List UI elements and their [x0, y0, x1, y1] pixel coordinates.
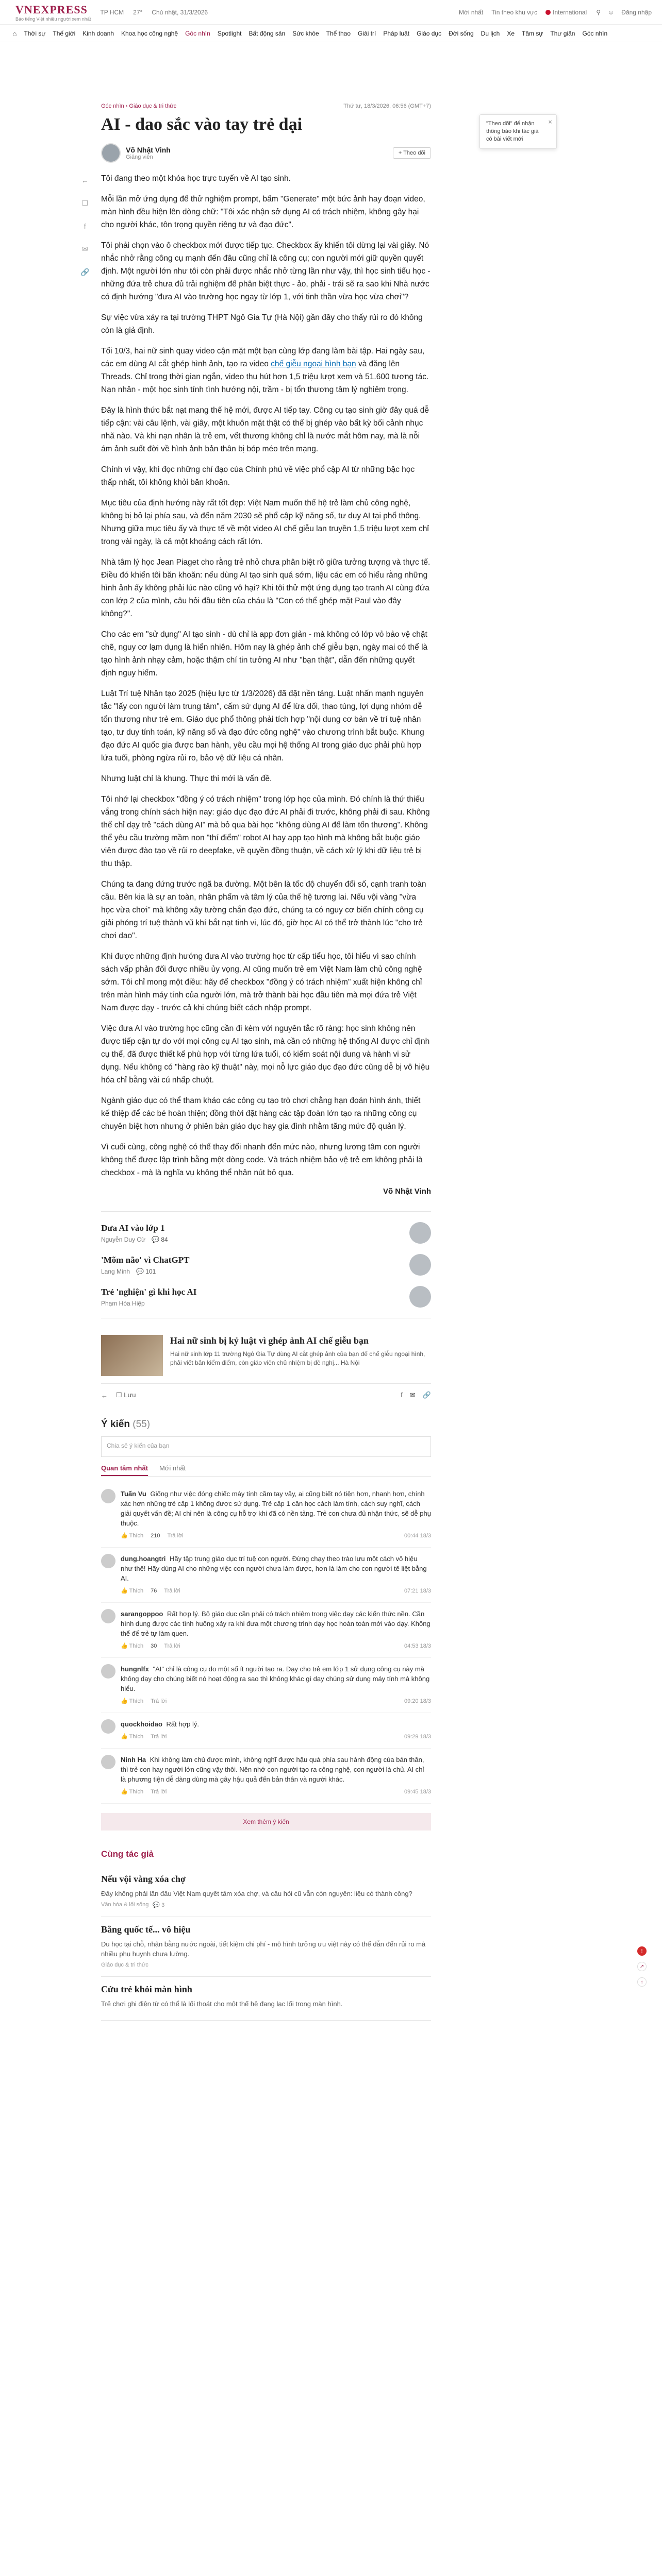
share-float-icon[interactable]: ↗ — [637, 1962, 647, 1971]
feature-article[interactable] — [101, 1328, 431, 1384]
nav-item[interactable]: Thể thao — [326, 29, 351, 37]
comment — [101, 1548, 431, 1603]
reply-button[interactable]: Trả lời — [164, 1588, 180, 1594]
scroll-top-icon[interactable]: ↑ — [637, 1977, 647, 1987]
author-name[interactable]: Võ Nhật Vinh — [126, 146, 171, 154]
like-count[interactable]: 30 — [151, 1643, 157, 1649]
nav-item[interactable]: Bất động sản — [249, 29, 286, 37]
facebook-icon[interactable]: f — [84, 222, 86, 230]
nav-item[interactable]: Tâm sự — [522, 29, 543, 37]
comment-text: Giống như việc đóng chiếc máy tính cầm tay vậy, ai cũng biết nó tiện hơn, nhanh hơn, chính xác hơn những trẻ cấp 1 không được sử dụng. Trẻ cấp 1 cần học cách làm tính, cách suy nghĩ, cách giải quyết vấn đề; AI chỉ nên là công cụ hỗ trợ khi đã có nền tảng. Trẻ con chưa đủ nhận thức, sẽ dễ phụ thuộc. — [121, 1490, 431, 1527]
article-paragraph: Đây là hình thức bắt nạt mang thế hệ mới, được AI tiếp tay. Công cụ tạo sinh giờ đây quá dễ tiếp cận: vài câu lệnh, vài giây, một khuôn mặt thật có thể bị ghép vào bất kỳ bối cảnh nhục nhã nào. Và khi nạn nhân là trẻ em, vết thương không chỉ là nước mắt hôm nay, mà là nỗi ám ảnh suốt đời về hình ảnh bản thân bị bóp méo trên mạng. — [101, 406, 429, 453]
floating-buttons — [637, 1946, 647, 1987]
comment-author[interactable]: quockhoidao — [121, 1720, 162, 1728]
site-logo[interactable] — [15, 3, 91, 22]
main-nav — [0, 25, 662, 42]
action-bar — [101, 1391, 431, 1399]
comment-list — [101, 1483, 431, 1804]
author-role: Giảng viên — [126, 154, 153, 160]
nav-item[interactable]: Đời sống — [449, 29, 474, 37]
comment-text: Khi không làm chủ được mình, không nghĩ được hậu quả phía sau hành động của bản thân, thì trẻ con hay người lớn cũng vậy thôi. Nên nhớ con người tạo ra công nghệ, con người là chủ. AI chỉ là phương tiện dễ dàng dùng mà gây hậu quả đến bản thân và người khác. — [121, 1756, 424, 1783]
comment-author[interactable]: hungnlfx — [121, 1665, 149, 1673]
article-paragraph: Khi được những định hướng đưa AI vào trường học từ cấp tiểu học, tôi hiểu vì sao chính sách vấp phản đối được nhiều ủy vọng. AI cũng muốn trẻ em Việt Nam làm chủ công nghệ sớm. Tôi chỉ mong một điều: hãy để checkbox "đồng ý có trách nhiệm" xuất hiện không chỉ trên màn hình máy tính của người lớn, mà trở thành bài học đầu tiên mà mọi đứa trẻ Việt Nam được dạy - trước cả khi chúng biết cách nhập prompt. — [101, 952, 422, 1012]
avatar[interactable] — [101, 1755, 115, 1769]
save-button[interactable]: ☐ Lưu — [116, 1391, 136, 1399]
same-author-header: Cùng tác giả — [101, 1849, 154, 1859]
article-paragraph: Cho các em "sử dụng" AI tạo sinh - dù chỉ là app đơn giản - mà không có lớp vỏ bảo vệ chặt chẽ, nguy cơ lạm dụng là hiển nhiên. Hôm nay là ghép ảnh chế giễu bạn, ngày mai có thể là tạo hình ảnh nhạy cảm, hoặc thậm chí tin tưởng AI như "bạn thật", dẫn đến những quyết định nguy hiểm. — [101, 630, 428, 677]
comment — [101, 1713, 431, 1749]
logo-tagline: Báo tiếng Việt nhiều người xem nhất — [15, 16, 91, 22]
nav-item[interactable]: Góc nhìn — [185, 29, 210, 37]
related-author[interactable]: Nguyễn Duy Cừ — [101, 1236, 146, 1243]
article-paragraph: Luật Trí tuệ Nhân tạo 2025 (hiệu lực từ 1/3/2026) đã đặt nền tảng. Luật nhấn mạnh nguyên tắc "lấy con người làm trung tâm", cấm sử dụng AI để lừa dối, thao túng, lợi dụng nhóm dễ tổn thương như trẻ em. Giáo dục phổ thông phải tích hợp "nội dung cơ bản về trí tuệ nhân tạo, tư duy tính toán, kỹ năng số và đạo đức công nghệ" vào chương trình bắt buộc. Khung đạo đức AI quốc gia được ban hành, yêu cầu mọi hệ thống AI trong giáo dục phải phù hợp lứa tuổi, phòng ngừa rủi ro, bảo vệ dữ liệu cá nhân. — [101, 689, 424, 762]
like-button[interactable]: 👍 Thích — [121, 1698, 144, 1704]
article-paragraph: Việc đưa AI vào trường học cũng cần đi kèm với nguyên tắc rõ ràng: học sinh không nên được tiếp cận tự do với mọi công cụ AI tạo sinh, mà cần có những hệ thống AI được chỉ định cụ thể, đã được thiết kế phù hợp với từng lứa tuổi, có kiểm soát nội dung và hành vi sử dụng. Nếu không có "hàng rào kỹ thuật" này, mọi nỗ lực giáo dục đạo đức cũng dễ bị vô hiệu hóa chỉ bằng vài cú nhấp chuột. — [101, 1024, 430, 1084]
article-paragraph: Nhà tâm lý học Jean Piaget cho rằng trẻ nhỏ chưa phân biệt rõ giữa tưởng tượng và thực tế. Điều đó khiến tôi băn khoăn: nếu dùng AI tạo sinh quá sớm, liệu các em có hiểu rằng những hình ảnh ấy không phải lúc nào cũng vô hại? Khi tôi thử một ứng dụng tạo tranh AI cùng đứa con lớp 2 của mình, câu hỏi đầu tiên của cháu là "Con có thể ghép mặt Paul vào đây không?". — [101, 558, 431, 618]
article-paragraph: Vì cuối cùng, công nghệ có thể thay đổi nhanh đến mức nào, nhưng lương tâm con người không thể được lập trình bằng một dòng code. Và trách nhiệm bảo vệ trẻ em không phải là checkbox - mà là nghĩa vụ không thể nhân nút bỏ qua. — [101, 1143, 423, 1177]
related-item[interactable] — [101, 1281, 431, 1313]
avatar[interactable] — [101, 1719, 115, 1734]
signature: Võ Nhật Vinh — [383, 1187, 431, 1196]
nav-item[interactable]: Sức khỏe — [292, 29, 319, 37]
avatar[interactable] — [409, 1286, 431, 1308]
notification-icon[interactable]: ! — [637, 1946, 647, 1956]
feature-image[interactable] — [101, 1335, 163, 1376]
link-icon[interactable]: 🔗 — [80, 268, 90, 276]
feature-desc: Hai nữ sinh lớp 11 trường Ngô Gia Tự dùng AI cắt ghép ảnh của bạn để chế giễu ngoại hình, phải viết bản kiểm điểm, còn giáo viên chủ nhiệm bị đề nghị... Hà Nội — [170, 1350, 425, 1366]
like-button[interactable]: 👍 Thích — [121, 1643, 144, 1649]
home-icon[interactable]: ⌂ — [12, 29, 17, 38]
logo-text: VNEXPRESS — [15, 3, 88, 16]
comment-tab[interactable]: Mới nhất — [159, 1464, 186, 1472]
comment-text: Rất hợp lý. Bộ giáo dục cần phải có trách nhiệm trong việc dạy các kiến thức nền. Cần hình dung được các tình huống xảy ra khi đưa một chương trình dạy học hoàn toàn mới vào dạy. Không thể để trẻ tự làm quen. — [121, 1610, 431, 1637]
same-author-category[interactable]: Giáo dục & tri thức — [101, 1962, 148, 1968]
article-paragraph: Ngành giáo dục có thể tham khảo các công cụ tạo trò chơi chằng hạn đoán hình ảnh, thiết kế thiệp để các bé hoàn thiện; đồng thời đặt hàng các tập đoàn lớn tạo ra những công cụ chuyên biệt hơn nhưng ở phiên bản giáo dục hay gia đình nhằm tăng mức độ quản lý. — [101, 1096, 421, 1131]
inline-link[interactable]: chế giễu ngoại hình bạn — [271, 360, 356, 368]
same-author-title[interactable]: Cửu trẻ khỏi màn hình — [101, 1984, 192, 1994]
reply-button[interactable]: Trả lời — [151, 1789, 167, 1795]
comment — [101, 1658, 431, 1713]
comment-tab[interactable]: Quan tâm nhất — [101, 1464, 148, 1476]
article-paragraph: Tôi nhớ lại checkbox "đồng ý có trách nhiệm" trong lớp học của mình. Đó chính là thứ thiếu vắng trong chính sách hiện nay: giáo dục đạo đức AI phải đi trước, không phải đi sau. Không thể chỉ dạy trẻ "cách dùng AI" mà bỏ qua bài học "không dùng AI để làm tổn thương". Không thể yêu cầu trường mầm non "thí điểm" robot AI hay app tạo hình mà không bắt buộc giáo viên được đào tạo về rủi ro deepfake, về quyền đồng thuận, về cách xử lý khi dữ liệu trẻ bị thu thập. — [101, 795, 430, 868]
article-paragraph: Chúng ta đang đứng trước ngã ba đường. Một bên là tốc độ chuyển đổi số, cạnh tranh toàn cầu. Bên kia là sự an toàn, nhân phẩm và tâm lý của thế hệ tương lai. Nếu vội vàng "vừa học vừa chơi" mà không xây tường chắn đạo đức, chúng ta có nguy cơ biến chính công cụ giải phóng trí tuệ thành vũ khí bắt nạt tinh vi, lúc đó, giờ học AI có thể trở thành lúc "cho trẻ chơi dao". — [101, 880, 426, 940]
related-title[interactable]: Trẻ 'nghiện' gì khi học AI — [101, 1287, 197, 1297]
globe-icon — [545, 10, 551, 15]
related-item[interactable] — [101, 1249, 431, 1281]
article — [101, 103, 431, 2021]
comment-time: 07:21 18/3 — [404, 1588, 431, 1594]
follow-button[interactable]: + Theo dõi — [393, 147, 431, 159]
more-comments-button[interactable]: Xem thêm ý kiến — [101, 1813, 431, 1831]
article-paragraph: Nhưng luật chỉ là khung. Thực thi mới là vấn đề. — [101, 774, 272, 783]
comment-count[interactable]: 💬 84 — [152, 1236, 168, 1243]
like-button[interactable]: 👍 Thích — [121, 1588, 144, 1594]
avatar[interactable] — [101, 1664, 115, 1679]
like-count[interactable]: 76 — [151, 1588, 157, 1594]
like-button[interactable]: 👍 Thích — [121, 1789, 144, 1795]
comments-header: Ý kiến (55) — [101, 1419, 151, 1430]
related-title[interactable]: Đưa AI vào lớp 1 — [101, 1223, 165, 1233]
international-link[interactable]: International — [545, 9, 587, 16]
comment-input[interactable]: Chia sẻ ý kiến của bạn — [101, 1436, 431, 1457]
same-author-desc: Du học tại chỗ, nhận bằng nước ngoài, tiết kiệm chi phí - mô hình tưởng ưu việt này có thể dẫn đến rủi ro mà nhiều phụ huynh chưa lường. — [101, 1940, 426, 1958]
comment-author[interactable]: Ninh Ha — [121, 1756, 146, 1764]
temperature: 27° — [133, 8, 143, 16]
nav-item[interactable]: Kinh doanh — [82, 29, 114, 37]
reply-button[interactable]: Trả lời — [167, 1533, 184, 1539]
like-button[interactable]: 👍 Thích — [121, 1734, 144, 1740]
nav-item[interactable]: Spotlight — [217, 29, 242, 37]
comment-count[interactable]: 💬 3 — [153, 1902, 165, 1908]
same-author-desc: Đây không phải lần đầu Việt Nam quyết tâm xóa chợ, và câu hỏi cũ vẫn còn nguyên: liệu có thành công? — [101, 1890, 412, 1897]
nav-item[interactable]: Thư giãn — [550, 29, 575, 37]
comment-text: Rất hợp lý. — [166, 1720, 199, 1728]
nav-item[interactable]: Pháp luật — [383, 29, 410, 37]
comment-time: 09:20 18/3 — [404, 1698, 431, 1704]
back-arrow-icon[interactable]: ← — [101, 1391, 108, 1399]
login-button[interactable]: Đăng nhập — [621, 8, 652, 16]
avatar[interactable] — [409, 1222, 431, 1244]
nav-item[interactable]: Khoa học công nghệ — [121, 29, 178, 37]
article-paragraph: Mỗi lần mở ứng dụng để thử nghiệm prompt, bấm "Generate" một bức ảnh hay đoạn video, màn hình đều hiện lên dòng chữ: "Tôi xác nhận sở dụng AI có trách nhiệm, không gây hại cho người khác, tôn trọng quyền riêng tư và đạo đức". — [101, 195, 425, 229]
nav-item[interactable]: Thế giới — [53, 29, 76, 37]
like-count[interactable]: 210 — [151, 1533, 160, 1539]
breadcrumb[interactable]: Góc nhìn › Giáo dục & tri thức — [101, 103, 177, 109]
reply-button[interactable]: Trả lời — [164, 1643, 180, 1649]
reply-button[interactable]: Trả lời — [151, 1734, 167, 1740]
email-icon[interactable]: ✉ — [81, 245, 88, 253]
comment-time: 04:53 18/3 — [404, 1643, 431, 1649]
comment — [101, 1483, 431, 1548]
copy-link-icon[interactable]: 🔗 — [422, 1391, 431, 1399]
same-author-item[interactable] — [101, 1867, 431, 1917]
same-author-title[interactable]: Bằng quốc tế... vô hiệu — [101, 1924, 191, 1935]
article-paragraph: Sự việc vừa xảy ra tại trường THPT Ngô Gia Tự (Hà Nội) gần đây cho thấy rủi ro đó không còn là giả định. — [101, 313, 423, 335]
comment-text: Hãy tập trung giáo dục trí tuệ con người. Đừng chạy theo trào lưu một cách vô hiệu như thế! Hãy dùng AI cho những việc con người chưa làm được, hơn là làm cho con người tê liệt bằng AI. — [121, 1555, 427, 1582]
nav-item[interactable]: Du lịch — [481, 29, 500, 37]
save-icon[interactable]: ☐ — [81, 199, 88, 207]
comment-author[interactable]: Tuấn Vu — [121, 1490, 146, 1498]
related-author[interactable]: Phạm Hòa Hiệp — [101, 1300, 145, 1307]
like-button[interactable]: 👍 Thích — [121, 1533, 144, 1539]
comment — [101, 1603, 431, 1658]
nav-item[interactable]: Xe — [507, 29, 515, 37]
article-paragraph: Mục tiêu của định hướng này rất tốt đẹp: Việt Nam muốn thế hệ trẻ làm chủ công nghệ, không bị bỏ lại phía sau, và đến năm 2030 sẽ phổ cập kỹ năng số, tư duy AI tại phổ thông. Nhưng giữa mục tiêu ấy và thực tế về một video AI chế giễu lan truyền 1,5 triệu lượt xem chỉ trong vài ngày, là cả một khoảng cách rất lớn. — [101, 499, 429, 546]
comment — [101, 1749, 431, 1804]
user-icon: ☺ — [608, 8, 615, 16]
nav-item[interactable]: Giải trí — [358, 29, 376, 37]
article-timestamp: Thứ tư, 18/3/2026, 06:56 (GMT+7) — [343, 103, 431, 109]
close-icon[interactable]: × — [548, 118, 552, 126]
comment-author[interactable]: dung.hoangtri — [121, 1555, 166, 1563]
avatar[interactable] — [101, 1609, 115, 1623]
related-articles — [101, 1211, 431, 1318]
same-author-item[interactable] — [101, 1977, 431, 2021]
avatar[interactable] — [409, 1254, 431, 1276]
top-bar — [0, 0, 662, 25]
article-paragraph: Tôi đang theo một khóa học trực tuyến về AI tạo sinh. — [101, 174, 291, 183]
article-paragraph: Chính vì vậy, khi đọc những chỉ đạo của Chính phủ về việc phổ cập AI từ những bậc học thấp nhất, tôi không khỏi băn khoăn. — [101, 465, 415, 487]
article-paragraph: Tối 10/3, hai nữ sinh quay video cận mặt một bạn cùng lớp đang làm bài tập. Hai ngày sau, các em dùng AI cắt ghép hình ảnh, tạo ra video chế giễu ngoại hình bạn và đăng lên Threads. Chỉ trong thời gian ngắn, video thu hút hơn 1,5 triệu lượt xem và 51.600 tương tác. Nạn nhân - một học sinh tính tình hướng nội, trầm - bị tổn thương tâm lý nghiêm trọng. — [101, 347, 429, 394]
nav-item[interactable]: Giáo dục — [417, 29, 442, 37]
share-sidebar — [80, 176, 89, 277]
same-author-title[interactable]: Nếu vội vàng xóa chợ — [101, 1874, 186, 1884]
comment-count[interactable]: 💬 101 — [136, 1268, 156, 1275]
email-share-icon[interactable]: ✉ — [409, 1391, 416, 1399]
comment-text: "AI" chỉ là công cụ do một số ít người tạo ra. Dạy cho trẻ em lớp 1 sử dụng công cụ này mà không dạy cho chúng biết nó hoạt động ra sao thì không khác gì dạy chúng sử dụng máy tính mà không hiểu. — [121, 1665, 430, 1692]
page-title: AI - dao sắc vào tay trẻ dại — [101, 115, 303, 134]
facebook-share-icon[interactable]: f — [401, 1391, 403, 1399]
latest-link[interactable]: Mới nhất — [458, 8, 484, 16]
nav-item[interactable]: Góc nhìn — [582, 29, 608, 37]
related-item[interactable] — [101, 1217, 431, 1249]
nav-item[interactable]: Thời sự — [24, 29, 46, 37]
avatar[interactable] — [101, 1554, 115, 1568]
comment-tabs — [101, 1464, 431, 1477]
date: Chủ nhật, 31/3/2026 — [152, 8, 208, 16]
region-news-link[interactable]: Tin theo khu vực — [491, 8, 538, 16]
comment-time: 00:44 18/3 — [404, 1533, 431, 1539]
location[interactable]: TP HCM — [100, 8, 124, 16]
same-author-list — [101, 1867, 431, 2021]
related-author[interactable]: Lang Minh — [101, 1268, 130, 1275]
same-author-item[interactable] — [101, 1917, 431, 1977]
back-icon[interactable]: ← — [81, 176, 89, 184]
related-title[interactable]: 'Mõm não' vì ChatGPT — [101, 1255, 190, 1265]
search-icon[interactable]: ⚲ — [596, 8, 601, 16]
reply-button[interactable]: Trả lời — [151, 1698, 167, 1704]
article-body — [101, 172, 431, 1179]
avatar[interactable] — [101, 1489, 115, 1503]
same-author-category[interactable]: Văn hóa & lối sống — [101, 1902, 149, 1908]
comment-author[interactable]: sarangoppoo — [121, 1610, 163, 1618]
same-author-desc: Trẻ chơi ghi điện từ có thể là lối thoát cho một thế hệ đang lạc lối trong màn hình. — [101, 2000, 343, 2008]
follow-tooltip: "Theo dõi" để nhận thông báo khi tác giả có bài viết mới × — [479, 114, 557, 149]
article-paragraph: Tôi phải chọn vào ô checkbox mới được tiếp tục. Checkbox ấy khiến tôi dừng lại vài giây. Nó nhắc nhở rằng công cụ mạnh đến đâu cũng chỉ là công cụ; con người mới giữ quyền quyết định. Một người lớn như tôi còn phải được nhắc nhở từng lần như vậy, thì học sinh tiểu học - những đứa trẻ chưa đủ trải nghiệm để phân biệt thực - ảo, phải - trái sẽ ra sao khi Nhà nước có định hướng "đưa AI vào trường học ngay từ lớp 1, với tinh thần vừa học vừa chơi"? — [101, 241, 431, 301]
comment-time: 09:29 18/3 — [404, 1734, 431, 1740]
feature-title[interactable]: Hai nữ sinh bị kỷ luật vì ghép ảnh AI chế giễu bạn — [170, 1335, 369, 1346]
avatar[interactable] — [101, 143, 121, 163]
author-row — [101, 143, 431, 163]
comment-time: 09:45 18/3 — [404, 1789, 431, 1795]
